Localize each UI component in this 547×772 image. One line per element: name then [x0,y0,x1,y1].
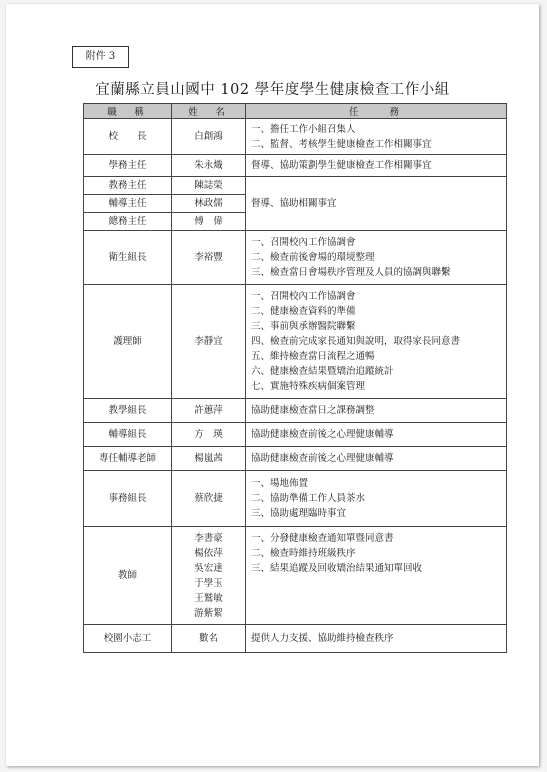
task-line: 二、健康檢查資料的準備 [251,306,356,317]
name-cell: 許蕙萍 [172,399,246,423]
task-line: 一、擔任工作小組召集人 [251,123,356,135]
teacher-name: 王鷲敏 [194,592,223,604]
teacher-name: 吳宏達 [194,562,223,574]
tasks-cell [246,423,507,447]
name-cell: 蔡欣捷 [172,471,246,527]
task-line: 協助健康檢查前後之心理健康輔導 [251,453,394,464]
task-line: 一、召開校內工作協調會 [251,237,356,248]
attachment-label: 附件 3 [72,46,129,68]
header-tasks: 任 務 [246,104,507,119]
header-position: 職 稱 [84,104,172,119]
teacher-name: 楊依萍 [194,547,223,559]
name-cell: 李靜宜 [172,285,246,399]
task-line: 提供人力支援、協助維持檢查秩序 [251,633,394,644]
table-row [84,625,507,653]
task-line: 協助健康檢查前後之心理健康輔導 [251,429,394,440]
task-line: 二、檢查前後會場的環境整理 [251,252,375,263]
tasks-cell [246,399,507,423]
table-row [84,119,507,155]
task-line: 三、檢查當日會場秩序管理及人員的協調與聯繫 [251,267,451,278]
task-line: 協助健康檢查當日之課務調整 [251,405,375,416]
tasks-cell [246,231,507,285]
task-line: 二、監督、考核學生健康檢查工作相關事宜 [251,138,432,150]
table-row [84,155,507,177]
name-cell: 陳誌榮 [172,177,246,195]
table-row [84,285,507,399]
work-group-table [83,103,507,653]
table-row [84,231,507,285]
name-cell: 李裕豐 [172,231,246,285]
tasks-cell [246,471,507,527]
position-cell: 教務主任 [84,177,172,195]
tasks-cell [246,155,507,177]
table-row [84,177,507,195]
name-cell: 方 瑛 [172,423,246,447]
tasks-cell [246,447,507,471]
task-line: 七、實施特殊疾病個案管理 [251,381,366,392]
position-cell: 校 長 [84,119,172,155]
teacher-name: 游紫絜 [194,607,223,619]
table-row [84,527,507,625]
teacher-name: 李書豪 [194,532,223,544]
tasks-cell [246,119,507,155]
position-cell: 學務主任 [84,155,172,177]
document-page [6,4,539,766]
teacher-name: 于學玉 [194,577,223,589]
task-line: 五、維持檢查當日流程之通暢 [251,351,375,362]
task-line: 四、檢查前完成家長通知與說明，取得家長同意書 [251,336,461,347]
name-cell: 白創鴻 [172,119,246,155]
table-row [84,423,507,447]
task-line: 一、分發健康檢查通知單暨同意書 [251,533,394,544]
position-cell: 輔導主任 [84,195,172,213]
tasks-cell [246,625,507,653]
position-cell: 總務主任 [84,213,172,231]
name-cell: 朱永熾 [172,155,246,177]
task-line: 二、協助準備工作人員茶水 [251,493,366,504]
position-cell: 衛生組長 [84,231,172,285]
name-cell: 楊嵐茜 [172,447,246,471]
table-row [84,399,507,423]
task-line: 三、事前與承辦醫院聯繫 [251,321,356,332]
task-line: 二、檢查時維持班級秩序 [251,548,356,559]
task-line: 六、健康檢查結果暨矯治追蹤統計 [251,366,394,377]
task-line: 一、場地佈置 [251,478,309,489]
header-name: 姓 名 [172,104,246,119]
task-line: 三、協助處理臨時事宜 [251,508,347,519]
table-header-row [84,104,507,119]
name-cell: 數名 [172,625,246,653]
page-title: 宜蘭縣立員山國中 102 學年度學生健康檢查工作小組 [95,82,450,98]
position-cell: 教師 [84,527,172,625]
position-cell: 輔導組長 [84,423,172,447]
name-cell: 傅 偉 [172,213,246,231]
task-line: 督導、協助策劃學生健康檢查工作相關事宜 [251,160,432,171]
table-row [84,447,507,471]
position-cell: 教學組長 [84,399,172,423]
position-cell: 事務組長 [84,471,172,527]
tasks-cell [246,527,507,625]
task-line: 一、召開校內工作協調會 [251,291,356,302]
task-line: 三、結果追蹤及回收矯治結果通知單回收 [251,563,423,574]
name-cell: 林政儒 [172,195,246,213]
name-cell [172,527,246,625]
position-cell: 校園小志工 [84,625,172,653]
position-cell: 專任輔導老師 [84,447,172,471]
task-line: 督導、協助相關事宜 [251,198,337,209]
position-cell: 護理師 [84,285,172,399]
tasks-cell [246,177,507,231]
tasks-cell [246,285,507,399]
table-row [84,471,507,527]
